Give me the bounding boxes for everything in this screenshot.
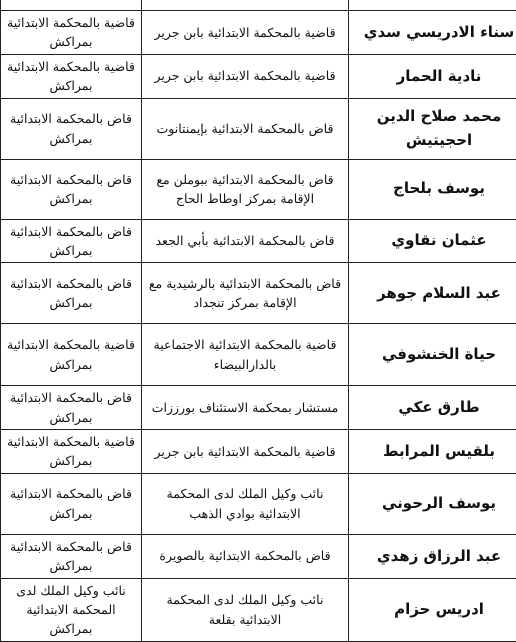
current-post-cell: قاض بالمحكمة الابتدائية بالرشيدية مع الإقامة بمركز تنجداد bbox=[142, 263, 349, 324]
new-post-cell: قاضية بالمحكمة الابتدائية بمراكش bbox=[1, 430, 142, 474]
table-row bbox=[1, 430, 516, 474]
current-post-cell: قاض بالمحكمة الابتدائية بإيمنتانوت bbox=[142, 98, 349, 159]
current-post-cell: قاضية بالمحكمة الابتدائية بابن جرير bbox=[142, 54, 349, 98]
current-post-cell: قاضية بالمحكمة الابتدائية بابن جرير bbox=[142, 11, 349, 55]
new-post-cell bbox=[1, 0, 142, 11]
name-cell: محمد صلاح الدين احجيتيش bbox=[349, 98, 516, 159]
current-post-cell: قاض بالمحكمة الابتدائية ببوملن مع الإقامة بمركز اوطاط الحاج bbox=[142, 159, 349, 219]
name-cell: سناء الادريسي سدي bbox=[349, 11, 516, 55]
current-post-cell: قاضية بالمحكمة الابتدائية الاجتماعية بالدارالبيضاء bbox=[142, 324, 349, 386]
current-post-cell: قاض بالمحكمة الابتدائية بأبي الجعد bbox=[142, 219, 349, 263]
name-cell: نادية الحمار bbox=[349, 54, 516, 98]
name-cell bbox=[349, 0, 516, 11]
current-post-cell: قاضية بالمحكمة الابتدائية بابن جرير bbox=[142, 430, 349, 474]
table-row bbox=[1, 54, 516, 98]
table-row bbox=[1, 578, 516, 641]
current-post-cell: قاض بالمحكمة الابتدائية بالصويرة bbox=[142, 534, 349, 578]
table-row bbox=[1, 386, 516, 430]
current-post-cell: نائب وكيل الملك لدى المحكمة الابتدائية بوادي الذهب bbox=[142, 473, 349, 534]
name-cell: طارق عكي bbox=[349, 386, 516, 430]
new-post-cell: قاض بالمحكمة الابتدائية بمراكش bbox=[1, 386, 142, 430]
name-cell: يوسف الرحوني bbox=[349, 473, 516, 534]
new-post-cell: قاض بالمحكمة الابتدائية بمراكش bbox=[1, 159, 142, 219]
new-post-cell: قاضية بالمحكمة الابتدائية بمراكش bbox=[1, 324, 142, 386]
table-row bbox=[1, 324, 516, 386]
new-post-cell: قاض بالمحكمة الابتدائية بمراكش bbox=[1, 219, 142, 263]
current-post-cell: مستشار بمحكمة الاستئناف بورززات bbox=[142, 386, 349, 430]
new-post-cell: قاضية بالمحكمة الابتدائية بمراكش bbox=[1, 11, 142, 55]
name-cell: يوسف بلحاج bbox=[349, 159, 516, 219]
table-row bbox=[1, 473, 516, 534]
table-row bbox=[1, 98, 516, 159]
new-post-cell: نائب وكيل الملك لدى المحكمة الابتدائية بمراكش bbox=[1, 578, 142, 641]
name-cell: ادريس حزام bbox=[349, 578, 516, 641]
new-post-cell: قاض بالمحكمة الابتدائية بمراكش bbox=[1, 534, 142, 578]
table-row bbox=[1, 219, 516, 263]
table-row bbox=[1, 534, 516, 578]
table-row bbox=[1, 11, 516, 55]
new-post-cell: قاض بالمحكمة الابتدائية بمراكش bbox=[1, 263, 142, 324]
name-cell: عبد الرزاق زهدي bbox=[349, 534, 516, 578]
name-cell: حياة الخنشوفي bbox=[349, 324, 516, 386]
name-cell: عبد السلام جوهر bbox=[349, 263, 516, 324]
table-row bbox=[1, 0, 516, 11]
new-post-cell: قاض بالمحكمة الابتدائية بمراكش bbox=[1, 473, 142, 534]
current-post-cell: نائب وكيل الملك لدى المحكمة الابتدائية بقلعة bbox=[142, 578, 349, 641]
table-row bbox=[1, 159, 516, 219]
current-post-cell bbox=[142, 0, 349, 11]
table-row bbox=[1, 263, 516, 324]
name-cell: عثمان نقاوي bbox=[349, 219, 516, 263]
new-post-cell: قاضية بالمحكمة الابتدائية بمراكش bbox=[1, 54, 142, 98]
new-post-cell: قاض بالمحكمة الابتدائية بمراكش bbox=[1, 98, 142, 159]
name-cell: بلقيس المرابط bbox=[349, 430, 516, 474]
